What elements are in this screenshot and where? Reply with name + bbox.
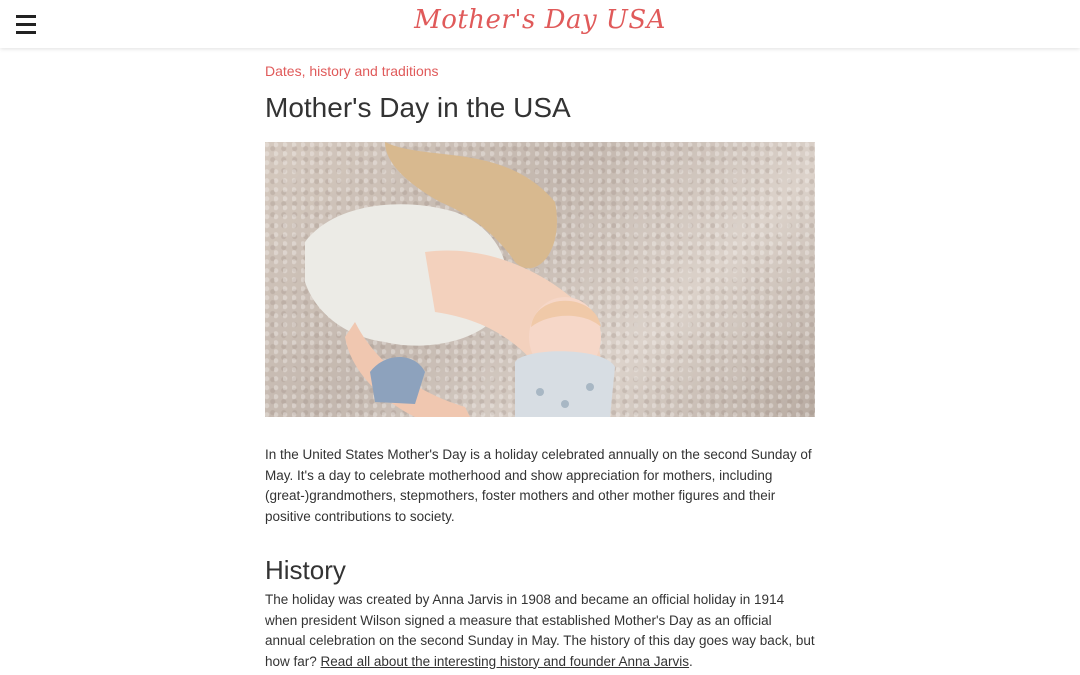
history-trailing: . <box>689 653 693 669</box>
history-paragraph <box>265 590 815 672</box>
history-link[interactable]: Read all about the interesting history and founder Anna Jarvis <box>320 653 690 669</box>
site-header <box>0 0 1080 48</box>
hero-image <box>265 142 815 417</box>
hero-photo-illustration <box>265 142 815 417</box>
intro-paragraph: In the United States Mother's Day is a holiday celebrated annually on the second Sunday of May. It's a day to celebrate motherhood and show appreciation for mothers, including (great-)grandmothers, stepmothers, foster mothers and other mother figures and their positive contributions to society. <box>265 447 812 524</box>
history-text: The holiday was created by Anna Jarvis in 1908 and became an official holiday in 1914 when president Wilson signed a measure that established Mother's Day as an official annual celebration on the second Sunday in May. The history of this day goes way back, but how far? <box>265 592 815 669</box>
main-content <box>265 60 815 672</box>
site-logo[interactable]: Mother's Day USA <box>414 5 666 35</box>
page-title: Mother's Day in the USA <box>265 92 571 123</box>
breadcrumb[interactable]: Dates, history and traditions <box>265 63 439 79</box>
history-heading: History <box>265 555 346 585</box>
